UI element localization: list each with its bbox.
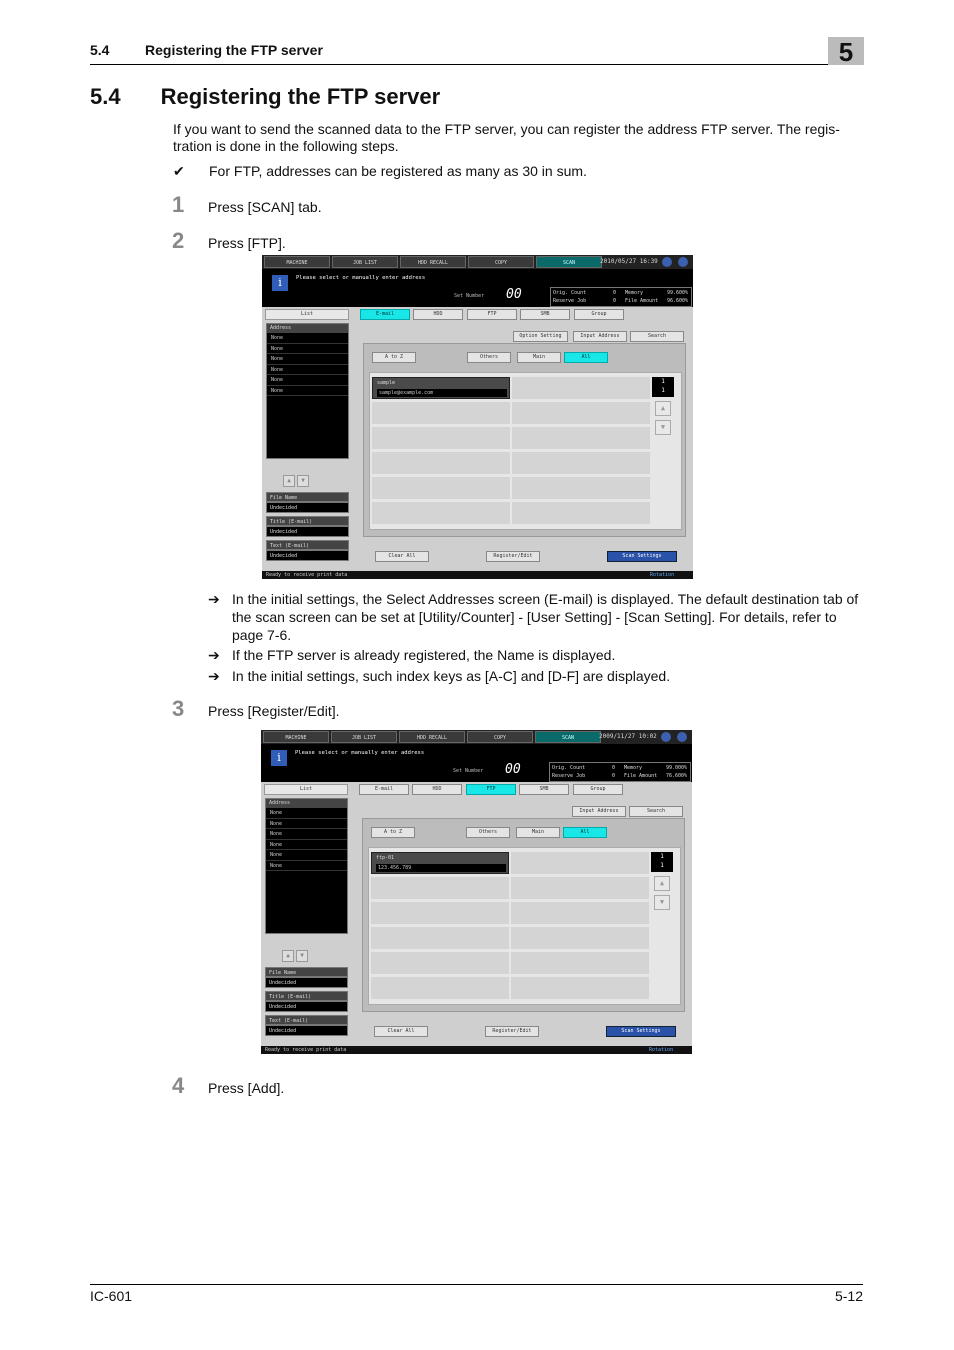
file-name-value: Undecided <box>266 502 349 513</box>
address-slot[interactable] <box>512 452 650 474</box>
screen-main <box>262 307 693 571</box>
index-others[interactable]: Others <box>467 352 511 363</box>
address-slot[interactable] <box>371 952 509 974</box>
memory-value: 99.600% <box>667 290 689 296</box>
tab-copy[interactable]: COPY <box>467 731 533 743</box>
register-edit-button[interactable]: Register/Edit <box>486 551 540 562</box>
list-item: None <box>266 819 347 830</box>
list-button[interactable]: List <box>264 784 348 795</box>
list-item: None <box>266 850 347 861</box>
reserve-job-label: Reserve Job <box>553 298 587 304</box>
counter-box <box>550 287 692 307</box>
note <box>173 163 587 180</box>
tab-email[interactable]: E-mail <box>360 309 410 320</box>
arrow-icon: ➔ <box>208 668 220 684</box>
arrow-icon: ➔ <box>208 591 220 607</box>
header-rule <box>90 64 863 65</box>
address-slot[interactable] <box>372 402 510 424</box>
tab-hdd-recall[interactable]: HDD RECALL <box>400 256 466 268</box>
index-main[interactable]: Main <box>516 827 560 838</box>
arrow-icon: ➔ <box>208 647 220 663</box>
address-slot[interactable] <box>511 927 649 949</box>
search-button[interactable]: Search <box>630 331 684 342</box>
counter-box <box>549 762 691 782</box>
address-grid <box>368 847 681 1005</box>
address-slot[interactable] <box>511 977 649 999</box>
reserve-job-label: Reserve Job <box>552 773 586 779</box>
address-slot[interactable] <box>512 402 650 424</box>
file-name-field[interactable] <box>266 492 349 514</box>
clear-all-button[interactable]: Clear All <box>374 1026 428 1037</box>
left-panel <box>264 784 350 1042</box>
index-a-to-z[interactable]: A to Z <box>371 827 415 838</box>
arrow-note <box>208 667 864 685</box>
text-field[interactable] <box>265 1015 348 1037</box>
address-slot[interactable] <box>512 477 650 499</box>
address-slot[interactable] <box>371 927 509 949</box>
message-bar <box>261 744 692 782</box>
tab-hdd-recall[interactable]: HDD RECALL <box>399 731 465 743</box>
section-heading-number: 5.4 <box>90 84 121 109</box>
intro-paragraph: If you want to send the scanned data to the FTP server, you can register the address FTP server. The regis-tration is done in the following steps. <box>173 121 840 154</box>
tab-scan[interactable]: SCAN <box>536 256 602 268</box>
screenshot-register-edit <box>261 730 692 1054</box>
tab-job-list[interactable]: JOB LIST <box>332 256 398 268</box>
list-item: None <box>267 354 348 365</box>
tab-copy[interactable]: COPY <box>468 256 534 268</box>
scan-settings-button[interactable]: Scan Settings <box>607 551 677 562</box>
tab-group[interactable]: Group <box>574 309 624 320</box>
tab-ftp[interactable]: FTP <box>466 784 516 795</box>
screen-date: 2009/11/27 10:02 <box>599 733 657 740</box>
orig-count-label: Orig. Count <box>553 290 587 296</box>
file-name-field[interactable] <box>265 967 348 989</box>
entry-name: ftp-01 <box>376 855 395 861</box>
tab-group[interactable]: Group <box>573 784 623 795</box>
tab-machine[interactable]: MACHINE <box>264 256 330 268</box>
message-bar <box>262 269 693 307</box>
address-panel <box>363 343 686 537</box>
page-up-icon[interactable]: ▲ <box>654 876 670 891</box>
index-main[interactable]: Main <box>517 352 561 363</box>
status-bar <box>262 571 693 579</box>
set-number-label: Set Number <box>453 768 484 774</box>
list-scroll <box>282 942 310 959</box>
address-slot[interactable] <box>372 502 510 524</box>
globe-icon[interactable] <box>661 732 671 742</box>
set-number-label: Set Number <box>454 293 485 299</box>
entry-value: 123.456.789 <box>376 864 506 872</box>
chapter-number: 5 <box>838 37 854 67</box>
list-item: None <box>267 365 348 376</box>
address-slot[interactable] <box>511 952 649 974</box>
tab-scan[interactable]: SCAN <box>535 731 601 743</box>
arrow-note <box>208 590 864 644</box>
title-label: Title (E-mail) <box>266 516 349 526</box>
page-total: 1 <box>661 387 665 394</box>
arrow-note-text: In the initial settings, the Select Addresses screen (E-mail) is displayed. The default destination tab of the scan screen can be set at [Utility/Counter] - [User Setting] - [Scan Setting]. For details, refer to page 7-6. <box>232 591 859 643</box>
footer-rule <box>90 1284 863 1285</box>
status-bar <box>261 1046 692 1054</box>
step-number: 4 <box>172 1073 185 1098</box>
rotation-indicator[interactable]: Rotation <box>650 572 675 578</box>
address-entry[interactable] <box>371 852 509 874</box>
step-number: 3 <box>172 696 185 721</box>
screen-message: Please select or manually enter address <box>296 275 426 281</box>
globe-icon[interactable] <box>662 257 672 267</box>
arrow-note-text: If the FTP server is already registered, the Name is displayed. <box>232 647 616 663</box>
arrow-note-text: In the initial settings, such index keys as [A-C] and [D-F] are displayed. <box>232 668 671 684</box>
list-item: None <box>266 861 347 872</box>
scroll-up-icon[interactable]: ▲ <box>282 950 294 962</box>
address-slot[interactable] <box>371 977 509 999</box>
page-current: 1 <box>661 378 665 385</box>
file-name-label: File Name <box>266 492 349 502</box>
screenshot-ftp-tab <box>262 255 693 579</box>
address-slot[interactable] <box>511 852 649 874</box>
address-slot[interactable] <box>371 902 509 924</box>
info-icon: i <box>272 275 288 291</box>
address-slot[interactable] <box>372 427 510 449</box>
tab-email[interactable]: E-mail <box>359 784 409 795</box>
memory-value: 99.000% <box>666 765 688 771</box>
index-all[interactable]: All <box>563 827 607 838</box>
input-address-button[interactable]: Input Address <box>572 806 626 817</box>
option-setting-button[interactable]: Option Setting <box>513 331 568 342</box>
address-list <box>265 798 348 934</box>
title-value: Undecided <box>266 526 349 537</box>
page-total: 1 <box>660 862 664 869</box>
scan-settings-button[interactable]: Scan Settings <box>606 1026 676 1037</box>
step-text: Press [Register/Edit]. <box>208 703 340 719</box>
step-number: 2 <box>172 228 185 253</box>
tab-hdd[interactable]: HDD <box>412 784 462 795</box>
address-slot[interactable] <box>512 377 650 399</box>
help-icon[interactable] <box>677 732 687 742</box>
list-item: None <box>267 333 348 344</box>
file-amount-value: 96.600% <box>667 298 689 304</box>
header-section-title: Registering the FTP server <box>145 42 323 58</box>
list-item: None <box>267 386 348 397</box>
file-amount-label: File Amount <box>624 773 658 779</box>
register-edit-button[interactable]: Register/Edit <box>485 1026 539 1037</box>
page-down-icon[interactable]: ▼ <box>655 420 671 435</box>
step-number: 1 <box>172 192 185 217</box>
status-text: Ready to receive print data <box>265 1047 347 1053</box>
section-heading-text: Registering the FTP server <box>160 84 441 109</box>
step-text: Press [FTP]. <box>208 235 286 251</box>
address-list-header: Address <box>267 324 348 333</box>
address-grid <box>369 372 682 530</box>
text-value: Undecided <box>266 550 349 561</box>
tab-hdd[interactable]: HDD <box>413 309 463 320</box>
step-text: Press [Add]. <box>208 1080 285 1096</box>
tab-job-list[interactable]: JOB LIST <box>331 731 397 743</box>
address-slot[interactable] <box>512 427 650 449</box>
file-amount-label: File Amount <box>625 298 659 304</box>
text-value: Undecided <box>265 1025 348 1036</box>
orig-count: 0 <box>613 290 617 296</box>
section-heading <box>90 84 440 110</box>
title-label: Title (E-mail) <box>265 991 348 1001</box>
tab-smb[interactable]: SMB <box>520 309 570 320</box>
check-icon: ✔ <box>173 163 185 179</box>
address-slot[interactable] <box>372 452 510 474</box>
note-text: For FTP, addresses can be registered as many as 30 in sum. <box>209 163 587 179</box>
entry-name: sample <box>377 380 396 386</box>
footer-model: IC-601 <box>90 1288 133 1304</box>
page-indicator <box>651 852 673 872</box>
title-value: Undecided <box>265 1001 348 1012</box>
address-list-header: Address <box>266 799 347 808</box>
screen-message: Please select or manually enter address <box>295 750 425 756</box>
tab-ftp[interactable]: FTP <box>467 309 517 320</box>
search-button[interactable]: Search <box>629 806 683 817</box>
scroll-down-icon[interactable]: ▼ <box>297 475 309 487</box>
set-number: 00 <box>506 287 522 302</box>
left-panel <box>265 309 351 567</box>
address-slot[interactable] <box>511 877 649 899</box>
memory-label: Memory <box>625 290 644 296</box>
file-name-label: File Name <box>265 967 348 977</box>
footer-page-number: 5-12 <box>834 1288 863 1304</box>
header-section-number: 5.4 <box>90 42 110 58</box>
screen-tabbar <box>261 730 692 744</box>
page-current: 1 <box>660 853 664 860</box>
set-number: 00 <box>505 762 521 777</box>
rotation-indicator[interactable]: Rotation <box>649 1047 674 1053</box>
reserve-job: 0 <box>612 773 616 779</box>
step-text: Press [SCAN] tab. <box>208 199 322 215</box>
list-scroll <box>283 467 311 484</box>
address-list <box>266 323 349 459</box>
list-item: None <box>266 808 347 819</box>
address-slot[interactable] <box>511 902 649 924</box>
page-down-icon[interactable]: ▼ <box>654 895 670 910</box>
orig-count-label: Orig. Count <box>552 765 586 771</box>
info-icon: i <box>271 750 287 766</box>
title-field[interactable] <box>266 516 349 538</box>
reserve-job: 0 <box>613 298 617 304</box>
address-slot[interactable] <box>512 502 650 524</box>
address-slot[interactable] <box>371 877 509 899</box>
address-entry[interactable] <box>372 377 510 399</box>
list-item: None <box>266 829 347 840</box>
screen-main <box>261 782 692 1046</box>
page-indicator <box>652 377 674 397</box>
title-field[interactable] <box>265 991 348 1013</box>
tab-smb[interactable]: SMB <box>519 784 569 795</box>
list-item: None <box>267 375 348 386</box>
help-icon[interactable] <box>678 257 688 267</box>
list-button[interactable]: List <box>265 309 349 320</box>
orig-count: 0 <box>612 765 616 771</box>
list-item: None <box>266 840 347 851</box>
screen-tabbar <box>262 255 693 269</box>
index-others[interactable]: Others <box>466 827 510 838</box>
file-name-value: Undecided <box>265 977 348 988</box>
arrow-note <box>208 646 864 664</box>
list-item: None <box>267 344 348 355</box>
status-text: Ready to receive print data <box>266 572 348 578</box>
page-up-icon[interactable]: ▲ <box>655 401 671 416</box>
text-field[interactable] <box>266 540 349 562</box>
address-slot[interactable] <box>372 477 510 499</box>
entry-value: sample@example.com <box>377 389 507 397</box>
text-label: Text (E-mail) <box>265 1015 348 1025</box>
address-panel <box>362 818 685 1012</box>
scroll-up-icon[interactable]: ▲ <box>283 475 295 487</box>
screen-date: 2010/05/27 16:39 <box>600 258 658 265</box>
input-address-button[interactable]: Input Address <box>573 331 627 342</box>
running-header <box>90 42 109 58</box>
tab-machine[interactable]: MACHINE <box>263 731 329 743</box>
file-amount-value: 76.600% <box>666 773 688 779</box>
index-a-to-z[interactable]: A to Z <box>372 352 416 363</box>
memory-label: Memory <box>624 765 643 771</box>
text-label: Text (E-mail) <box>266 540 349 550</box>
clear-all-button[interactable]: Clear All <box>375 551 429 562</box>
scroll-down-icon[interactable]: ▼ <box>296 950 308 962</box>
index-all[interactable]: All <box>564 352 608 363</box>
